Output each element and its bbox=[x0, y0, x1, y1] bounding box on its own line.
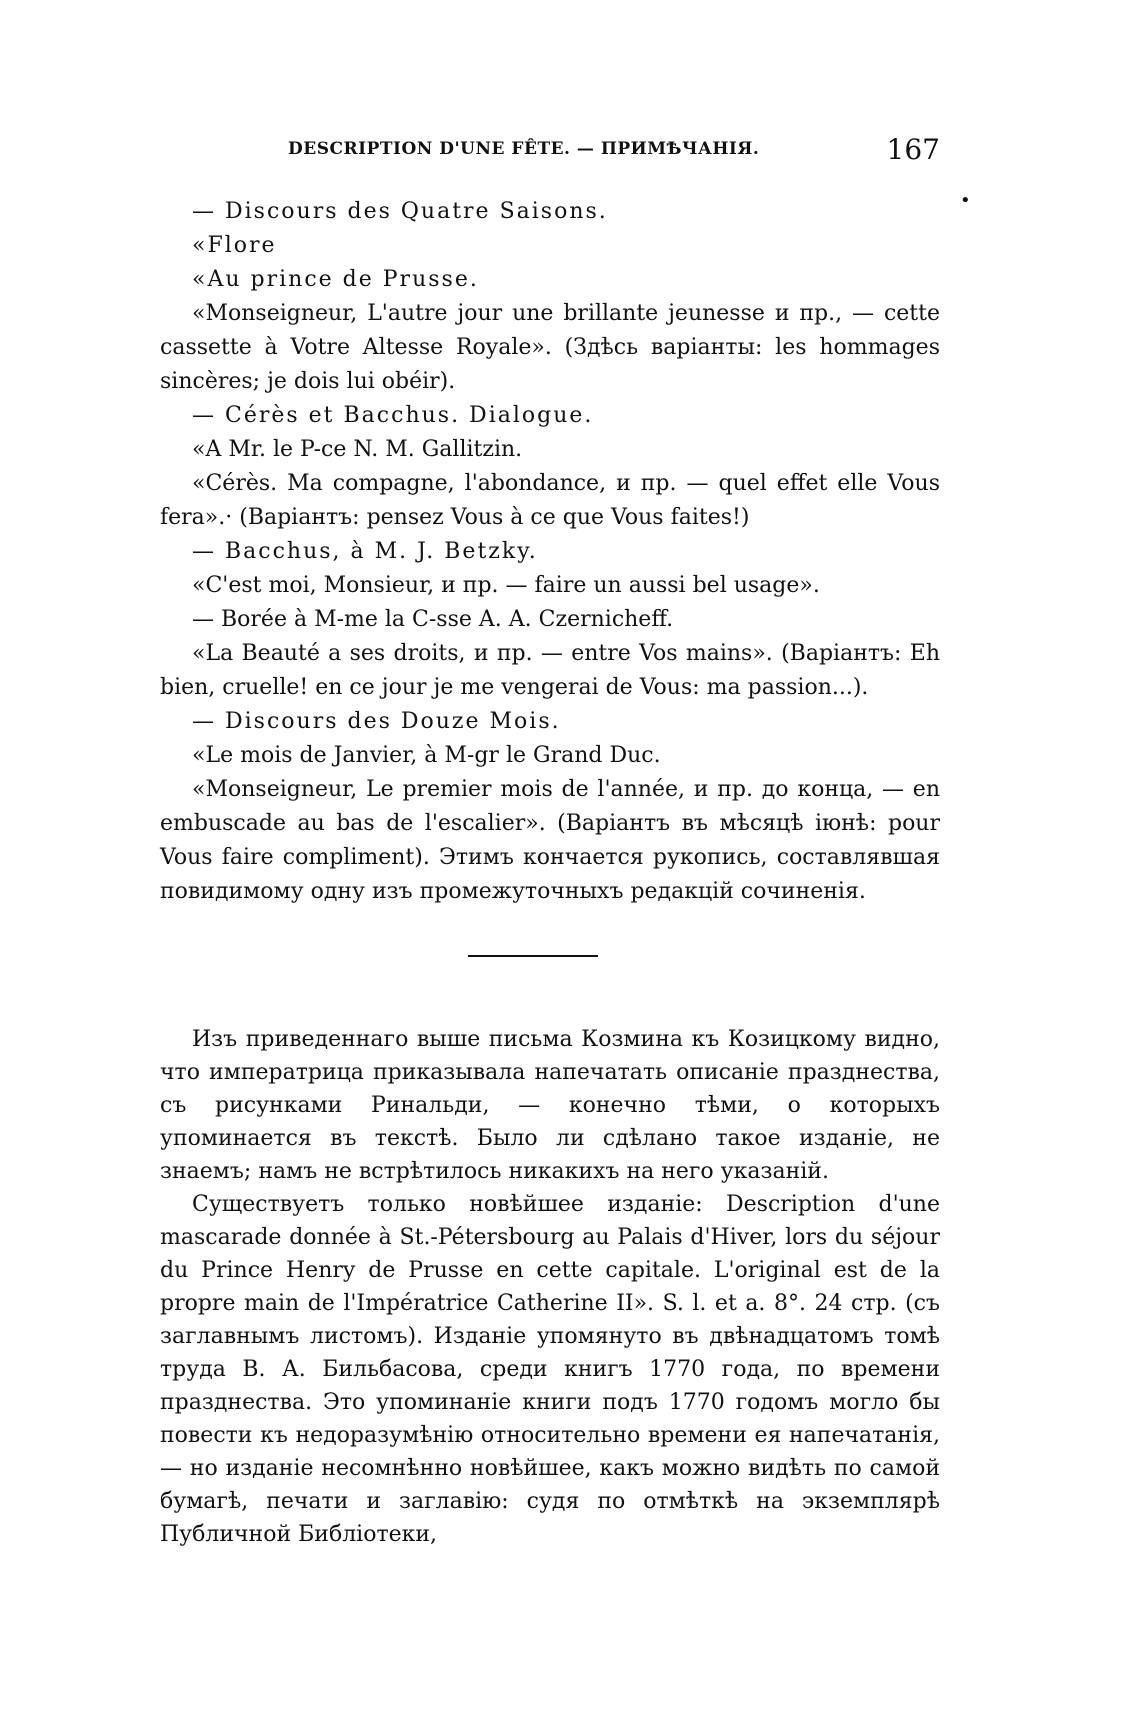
note-line: «Au prince de Prusse. bbox=[192, 267, 479, 292]
paragraph: Существуетъ только новѣйшее изданіе: Description d'une mascarade donnée à St.-Pétersbourg au Palais d'Hiver, lors du séjour du Prince Henry de Prusse en cette capitale. L'original est de la propre main de l'Impératrice Catherine II». S. l. et a. 8°. 24 стр. (съ заглавнымъ листомъ). Изданіе упомянуто въ двѣнадцатомъ томѣ труда В. А. Бильбасова, среди книгъ 1770 года, по времени празднества. Это упоминаніе книги подъ 1770 годомъ могло бы повести къ недоразумѣнію относительно времени ея напечатанія, — но изданіе несомнѣнно новѣйшее, какъ можно видѣть по самой бумагѣ, печати и заглавію: судя по отмѣткѣ на экземплярѣ Публичной Библіотеки, bbox=[160, 1192, 940, 1547]
note-line: — Cérès et Bacchus. Dialogue. bbox=[192, 403, 594, 428]
note-line: — Borée à M-me la C-sse A. A. Czernicheff. bbox=[192, 607, 674, 632]
page-number: 167 bbox=[886, 133, 940, 166]
main-text bbox=[160, 1023, 940, 1551]
notes-section bbox=[160, 195, 940, 909]
note-line: — Discours des Quatre Saisons. bbox=[192, 199, 608, 224]
note-line: — Discours des Douze Mois. bbox=[192, 709, 561, 734]
note-line: «Le mois de Janvier, à M-gr le Grand Duc. bbox=[192, 743, 661, 768]
page-header bbox=[160, 133, 940, 169]
note-line: «Flore bbox=[192, 233, 277, 258]
paragraph: Изъ приведеннаго выше письма Козмина къ Козицкому видно, что императрица приказывала напечатать описаніе празднества, съ рисунками Ринальди, — конечно тѣми, о которыхъ упоминается въ текстѣ. Было ли сдѣлано такое изданіе, не знаемъ; намъ не встрѣтилось никакихъ на него указаній. bbox=[160, 1027, 940, 1184]
note-line: «Cérès. Ma compagne, l'abondance, и пр. — quel effet elle Vous fera».· (Варіантъ: pensez Vous à ce que Vous faites!) bbox=[160, 471, 940, 530]
note-line: «Monseigneur, Le premier mois de l'année, и пр. до конца, — en embuscade au bas de l'escalier». (Варіантъ въ мѣсяцѣ іюнѣ: pour Vous faire compliment). Этимъ кончается рукопись, составлявшая повидимому одну изъ промежуточныхъ редакцій сочиненія. bbox=[160, 777, 940, 904]
ink-mark: • bbox=[960, 190, 971, 211]
note-line: «A Mr. le P-ce N. M. Gallitzin. bbox=[192, 437, 523, 462]
note-line: «La Beauté a ses droits, и пр. — entre Vos mains». (Варіантъ: Eh bien, cruelle! en ce jour je me vengerai de Vous: ma passion...). bbox=[160, 641, 940, 700]
note-line: «Monseigneur, L'autre jour une brillante jeunesse и пр., — cette cassette à Votre Altesse Royale». (Здѣсь варіанты: les hommages sincères; je dois lui obéir). bbox=[160, 301, 940, 394]
note-line: «C'est moi, Monsieur, и пр. — faire un aussi bel usage». bbox=[192, 573, 820, 598]
section-divider bbox=[468, 955, 598, 957]
note-line: — Bacchus, à M. J. Betzky. bbox=[192, 539, 538, 564]
running-head: DESCRIPTION D'UNE FÊTE. — ПРИМѢЧАНІЯ. bbox=[288, 139, 760, 159]
